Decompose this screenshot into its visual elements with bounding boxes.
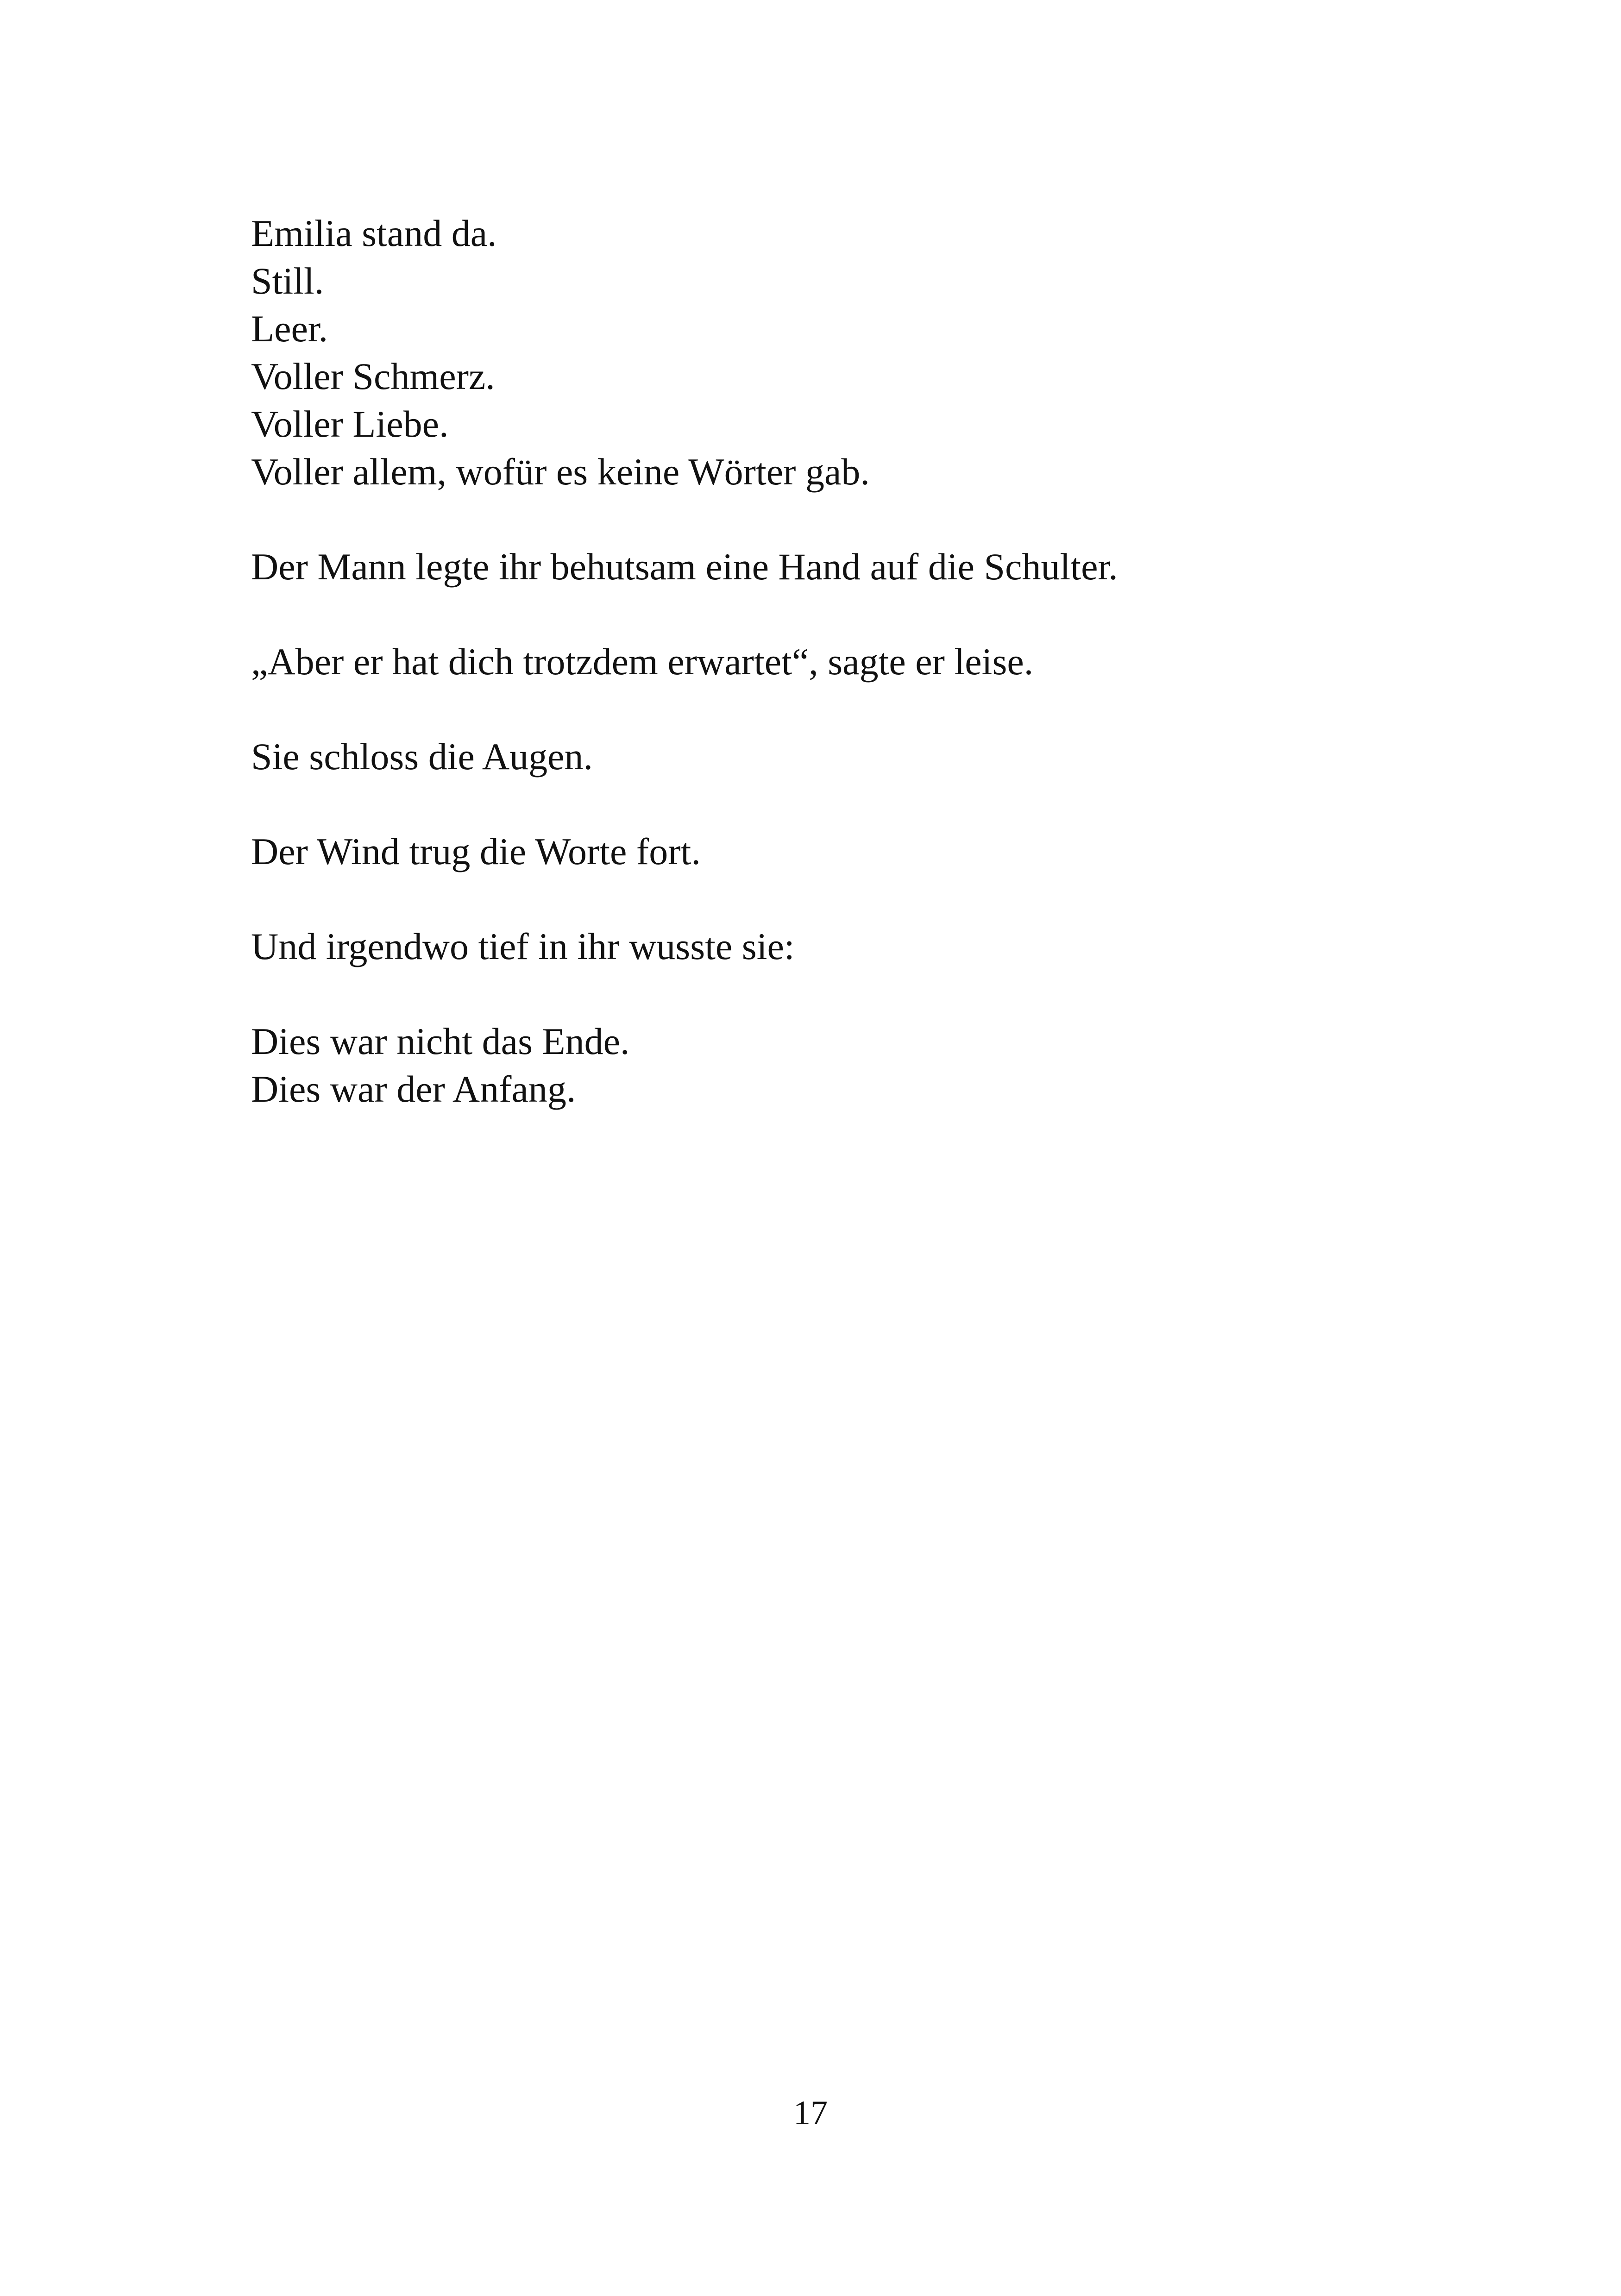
text-line: Leer. xyxy=(251,307,328,350)
paragraph-emilia-stand xyxy=(251,209,1409,496)
paragraph-quote xyxy=(251,638,1409,685)
text-line: „Aber er hat dich trotzdem erwartet“, sagte er leise. xyxy=(251,640,1034,683)
paragraph-wusste xyxy=(251,922,1409,970)
text-line: Voller Schmerz. xyxy=(251,355,495,397)
paragraph-augen xyxy=(251,733,1409,780)
page-number: 17 xyxy=(793,2094,828,2132)
text-line: Voller Liebe. xyxy=(251,403,449,445)
paragraph-wind xyxy=(251,828,1409,875)
text-line: Voller allem, wofür es keine Wörter gab. xyxy=(251,451,870,493)
text-line: Still. xyxy=(251,260,324,302)
text-line: Emilia stand da. xyxy=(251,212,497,254)
paragraph-hand-schulter xyxy=(251,543,1409,590)
text-line: Und irgendwo tief in ihr wusste sie: xyxy=(251,925,795,967)
text-line: Der Wind trug die Worte fort. xyxy=(251,830,701,872)
text-line: Dies war nicht das Ende. xyxy=(251,1020,630,1062)
paragraph-ende-anfang xyxy=(251,1017,1409,1113)
body-text xyxy=(251,209,1409,1113)
text-line: Sie schloss die Augen. xyxy=(251,735,593,778)
text-line: Der Mann legte ihr behutsam eine Hand auf die Schulter. xyxy=(251,546,1118,588)
text-line: Dies war der Anfang. xyxy=(251,1068,576,1110)
